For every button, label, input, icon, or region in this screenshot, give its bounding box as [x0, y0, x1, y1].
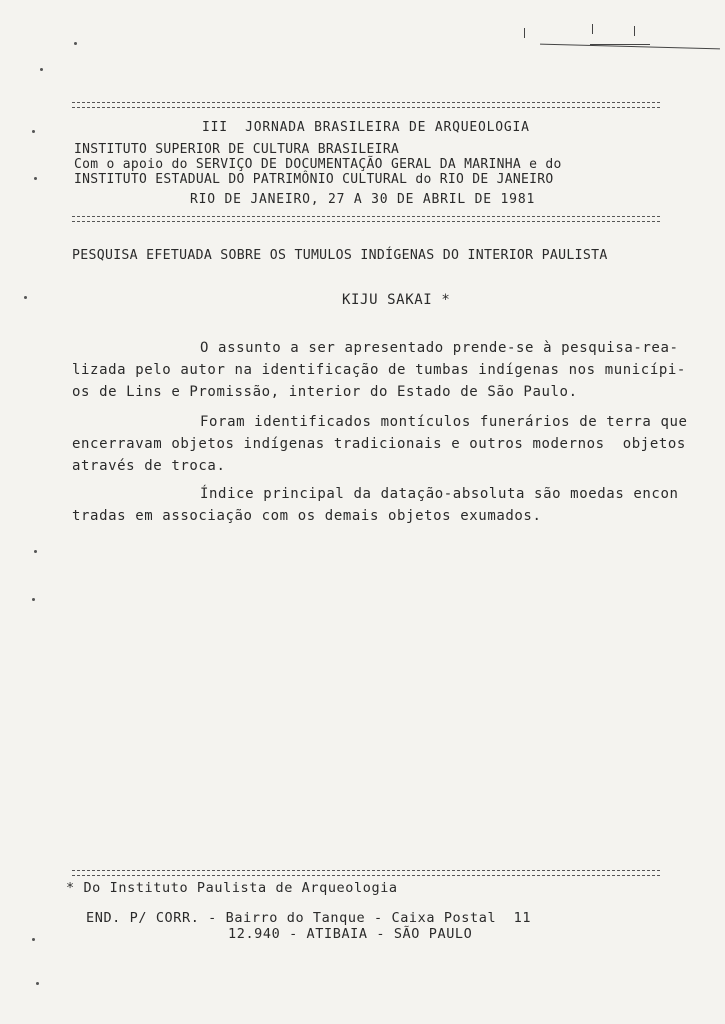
paragraph-3-line-1: Índice principal da datação-absoluta são moedas encon: [200, 486, 679, 502]
header-rule-top: [72, 102, 660, 108]
pen-mark: [634, 26, 635, 36]
pen-mark: [524, 28, 525, 38]
speck: [74, 42, 77, 45]
pen-mark: [590, 44, 650, 45]
footer-rule: [72, 870, 660, 876]
header-date: RIO DE JANEIRO, 27 A 30 DE ABRIL DE 1981: [190, 192, 536, 207]
address-line-1: END. P/ CORR. - Bairro do Tanque - Caixa Postal 11: [86, 910, 532, 926]
paragraph-2-line-2: encerravam objetos indígenas tradicionais e outros modernos objetos: [72, 436, 686, 452]
speck: [32, 938, 35, 941]
speck: [34, 177, 37, 180]
paragraph-1-line-1: O assunto a ser apresentado prende-se à pesquisa-rea-: [200, 340, 679, 356]
header-state-institute: INSTITUTO ESTADUAL DO PATRIMÔNIO CULTURAL do RIO DE JANEIRO: [74, 172, 554, 187]
speck: [36, 982, 39, 985]
header-conference: III JORNADA BRASILEIRA DE ARQUEOLOGIA: [202, 120, 530, 135]
pen-mark: [592, 24, 593, 34]
speck: [32, 130, 35, 133]
paragraph-2-line-1: Foram identificados montículos funerários de terra que: [200, 414, 688, 430]
header-rule-bottom: [72, 216, 660, 222]
footnote: * Do Instituto Paulista de Arqueologia: [66, 880, 398, 896]
paragraph-2-line-3: através de troca.: [72, 458, 226, 474]
paragraph-3-line-2: tradas em associação com os demais objetos exumados.: [72, 508, 542, 524]
speck: [32, 598, 35, 601]
speck: [24, 296, 27, 299]
speck: [34, 550, 37, 553]
address-line-2: 12.940 - ATIBAIA - SÃO PAULO: [228, 926, 473, 942]
speck: [40, 68, 43, 71]
paragraph-1-line-2: lizada pelo autor na identificação de tumbas indígenas nos municípi-: [72, 362, 686, 378]
paragraph-1-line-3: os de Lins e Promissão, interior do Estado de São Paulo.: [72, 384, 578, 400]
header-support: Com o apoio do SERVIÇO DE DOCUMENTAÇÃO GERAL DA MARINHA e do: [74, 157, 562, 172]
header-institute: INSTITUTO SUPERIOR DE CULTURA BRASILEIRA: [74, 142, 400, 157]
document-title: PESQUISA EFETUADA SOBRE OS TUMULOS INDÍGENAS DO INTERIOR PAULISTA: [72, 248, 608, 263]
author: KIJU SAKAI *: [342, 292, 451, 308]
